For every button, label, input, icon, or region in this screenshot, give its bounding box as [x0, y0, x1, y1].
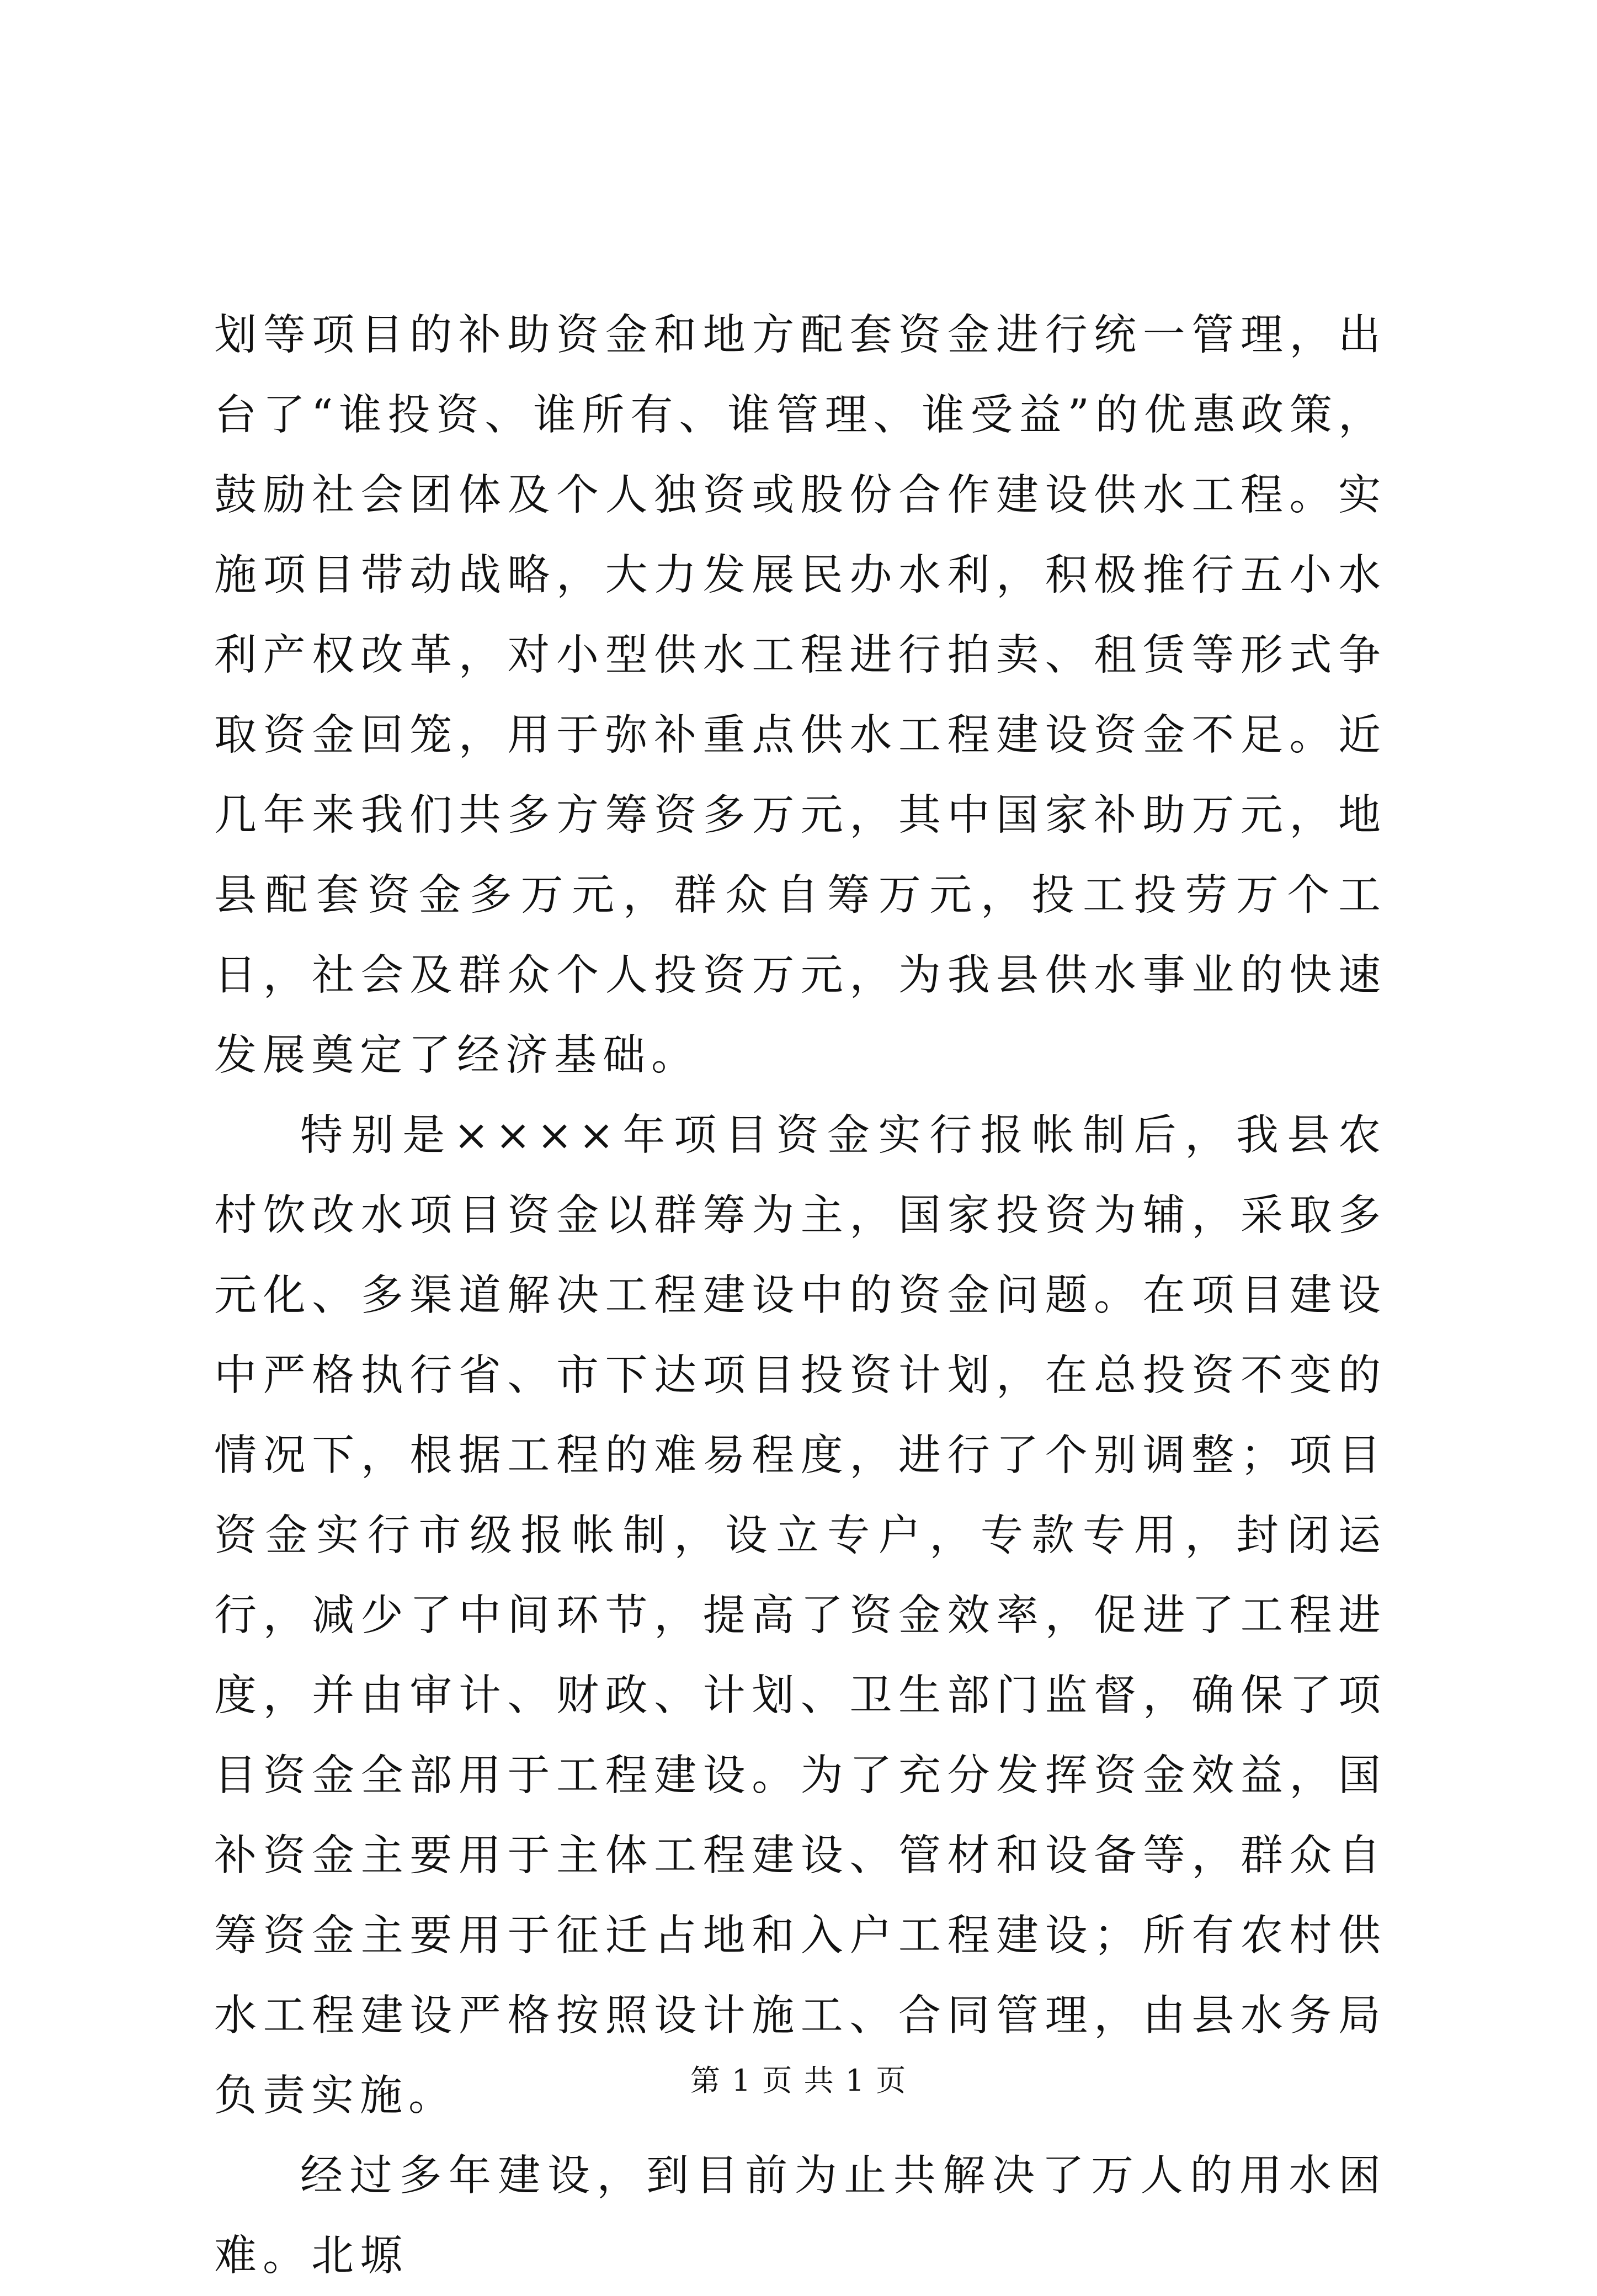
paragraph-2: 特别是××××年项目资金实行报帐制后，我县农村饮改水项目资金以群筹为主，国家投资为辅，采取多元化、多渠道解决工程建设中的资金问题。在项目建设中严格执行省、市下达项目投资计划，在总投资不变的情况下，根据工程的难易程度，进行了个别调整；项目资金实行市级报帐制，设立专户，专款专用，封闭运行，减少了中间环节，提高了资金效率，促进了工程进度，并由审计、财政、计划、卫生部门监督，确保了项目资金全部用于工程建设。为了充分发挥资金效益，国补资金主要用于主体工程建设、管材和设备等，群众自筹资金主要用于征迁占地和入户工程建设；所有农村供水工程建设严格按照设计施工、合同管理，由县水务局负责实施。 — [214, 1111, 1387, 2120]
paragraph-3: 经过多年建设，到目前为止共解决了万人的用水困难。北塬 — [214, 2151, 1387, 2281]
document-body — [214, 295, 1387, 2296]
page-footer: 第 1 页 共 1 页 — [690, 2063, 907, 2098]
paragraph-1: 划等项目的补助资金和地方配套资金进行统一管理，出台了“谁投资、谁所有、谁管理、谁受益”的优惠政策，鼓励社会团体及个人独资或股份合作建设供水工程。实施项目带动战略，大力发展民办水利，积极推行五小水利产权改革，对小型供水工程进行拍卖、租赁等形式争取资金回笼，用于弥补重点供水工程建设资金不足。近几年来我们共多方筹资多万元，其中国家补助万元，地县配套资金多万元，群众自筹万元，投工投劳万个工日，社会及群众个人投资万元，为我县供水事业的快速发展奠定了经济基础。 — [214, 311, 1387, 1080]
